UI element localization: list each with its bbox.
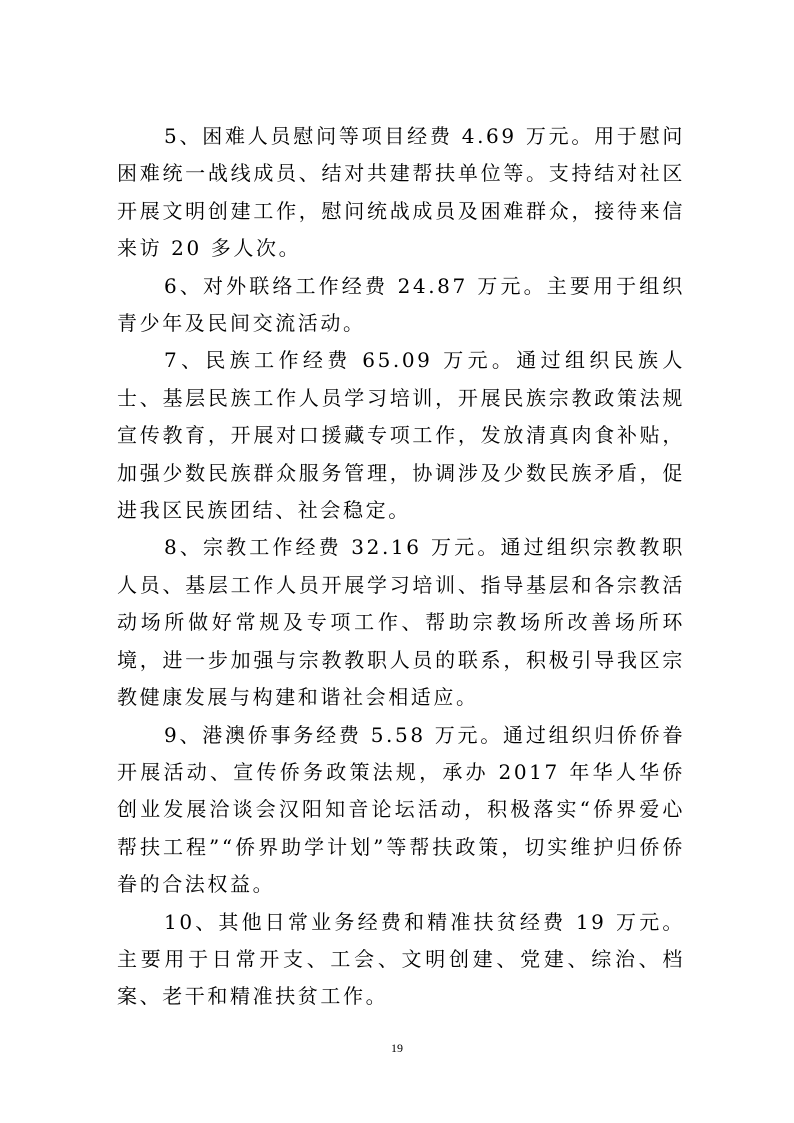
paragraph-item-9: 9、港澳侨事务经费 5.58 万元。通过组织归侨侨眷开展活动、宣传侨务政策法规，承办 2017 年华人华侨创业发展洽谈会汉阳知音论坛活动，积极落实“侨界爱心帮扶工程”“侨界助学计划”等帮扶政策，切实维护归侨侨眷的合法权益。: [117, 722, 685, 897]
document-body: [117, 118, 685, 1016]
paragraph-item-5: 5、困难人员慰问等项目经费 4.69 万元。用于慰问困难统一战线成员、结对共建帮扶单位等。支持结对社区开展文明创建工作，慰问统战成员及困难群众，接待来信来访 20 多人次。: [117, 124, 685, 261]
paragraph-item-10: 10、其他日常业务经费和精准扶贫经费 19 万元。主要用于日常开支、工会、文明创建、党建、综治、档案、老干和精准扶贫工作。: [117, 909, 685, 1009]
paragraph-item-8: 8、宗教工作经费 32.16 万元。通过组织宗教教职人员、基层工作人员开展学习培训、指导基层和各宗教活动场所做好常规及专项工作、帮助宗教场所改善场所环境，进一步加强与宗教教职人员的联系，积极引导我区宗教健康发展与构建和谐社会相适应。: [117, 535, 685, 710]
page-number: 19: [391, 1041, 403, 1055]
paragraph-item-6: 6、对外联络工作经费 24.87 万元。主要用于组织青少年及民间交流活动。: [117, 273, 685, 336]
paragraph-item-7: 7、民族工作经费 65.09 万元。通过组织民族人士、基层民族工作人员学习培训，开展民族宗教政策法规宣传教育，开展对口援藏专项工作，发放清真肉食补贴，加强少数民族群众服务管理，协调涉及少数民族矛盾，促进我区民族团结、社会稳定。: [117, 348, 685, 523]
